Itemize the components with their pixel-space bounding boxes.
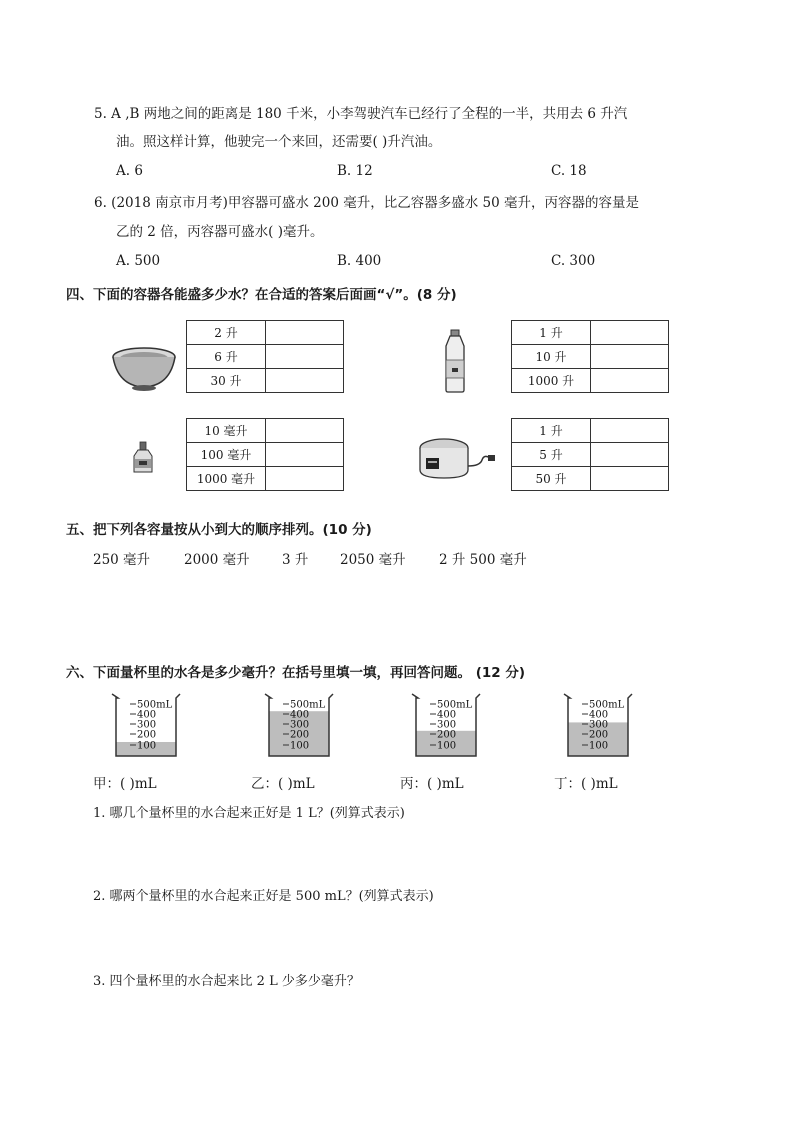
answer-cell[interactable] (591, 419, 669, 443)
answer-cell[interactable] (266, 345, 344, 369)
beaker-ding (562, 692, 634, 760)
beaker-mark-label: 200 (290, 729, 310, 741)
question-6-option-c: C. 300 (551, 253, 596, 269)
answer-cell[interactable] (266, 419, 344, 443)
option-label: 1000 毫升 (187, 467, 266, 491)
option-label: 30 升 (187, 369, 266, 393)
capacity-item: 3 升 (282, 552, 309, 568)
beaker-yi (263, 692, 335, 760)
beaker-mark-label: 200 (437, 729, 457, 741)
answer-cell[interactable] (266, 369, 344, 393)
beaker-mark-label: 500mL (290, 699, 326, 711)
option-label: 1 升 (512, 419, 591, 443)
beaker-mark-label: 100 (589, 740, 609, 752)
rice-cooker-icon (418, 436, 500, 482)
answer-table-bowl (186, 320, 344, 393)
option-label: 1000 升 (512, 369, 591, 393)
beaker-mark-label: 400 (290, 709, 310, 721)
beaker-mark-label: 400 (137, 709, 157, 721)
beaker-mark-label: 100 (290, 740, 310, 752)
option-label: 1 升 (512, 321, 591, 345)
beaker-mark-label: 500mL (137, 699, 173, 711)
answer-table-rice-cooker (511, 418, 669, 491)
option-label: 10 毫升 (187, 419, 266, 443)
beaker-mark-label: 500mL (437, 699, 473, 711)
answer-cell[interactable] (266, 443, 344, 467)
beaker-mark-label: 400 (589, 709, 609, 721)
question-5-line-2: 油。照这样计算，他驶完一个来回，还需要( )升汽油。 (116, 134, 442, 150)
answer-cell[interactable] (591, 369, 669, 393)
option-label: 10 升 (512, 345, 591, 369)
beaker-bing (410, 692, 482, 760)
bottle-icon (440, 328, 470, 394)
option-label: 100 毫升 (187, 443, 266, 467)
beaker-mark-label: 100 (437, 740, 457, 752)
bowl-icon (110, 344, 178, 392)
question-6-option-a: A. 500 (116, 253, 161, 269)
sub-question-1: 1. 哪几个量杯里的水合起来正好是 1 L？(列算式表示) (93, 806, 405, 821)
answer-cell[interactable] (266, 467, 344, 491)
answer-table-medicine-bottle (186, 418, 344, 491)
beaker-mark-label: 300 (589, 719, 609, 731)
answer-cell[interactable] (591, 443, 669, 467)
answer-table-bottle (511, 320, 669, 393)
question-6-line-1: 6. (2018 南京市月考)甲容器可盛水 200 毫升，比乙容器多盛水 50 毫升，丙容器的容量是 (94, 195, 639, 211)
answer-cell[interactable] (591, 467, 669, 491)
beaker-jia (110, 692, 182, 760)
beaker-mark-label: 300 (137, 719, 157, 731)
beaker-mark-label: 300 (437, 719, 457, 731)
beaker-mark-label: 200 (589, 729, 609, 741)
question-5-option-c: C. 18 (551, 163, 587, 179)
beaker-mark-label: 200 (137, 729, 157, 741)
option-label: 2 升 (187, 321, 266, 345)
sub-question-3: 3. 四个量杯里的水合起来比 2 L 少多少毫升？ (93, 974, 360, 989)
beaker-mark-label: 300 (290, 719, 310, 731)
question-5-line-1: 5. A ,B 两地之间的距离是 180 千米，小李驾驶汽车已经行了全程的一半，共用去 6 升汽 (94, 106, 628, 122)
question-5-option-a: A. 6 (116, 163, 143, 179)
answer-cell[interactable] (591, 321, 669, 345)
option-label: 6 升 (187, 345, 266, 369)
medicine-bottle-icon (130, 441, 156, 475)
section-4-title: 四、下面的容器各能盛多少水？在合适的答案后面画“√”。(8 分) (66, 287, 457, 303)
capacity-item: 2000 毫升 (184, 552, 250, 568)
beaker-mark-label: 500mL (589, 699, 625, 711)
capacity-item: 250 毫升 (93, 552, 151, 568)
option-label: 5 升 (512, 443, 591, 467)
beaker-caption-yi: 乙：( )mL (251, 776, 315, 792)
option-label: 50 升 (512, 467, 591, 491)
question-6-option-b: B. 400 (337, 253, 382, 269)
section-6-title: 六、下面量杯里的水各是多少毫升？在括号里填一填，再回答问题。 (12 分) (66, 665, 526, 681)
sub-question-2: 2. 哪两个量杯里的水合起来正好是 500 mL？(列算式表示) (93, 889, 434, 904)
beaker-caption-bing: 丙：( )mL (400, 776, 464, 792)
beaker-mark-label: 400 (437, 709, 457, 721)
answer-cell[interactable] (591, 345, 669, 369)
beaker-mark-label: 100 (137, 740, 157, 752)
question-6-line-2: 乙的 2 倍，丙容器可盛水( )毫升。 (116, 224, 324, 240)
beaker-caption-ding: 丁：( )mL (554, 776, 618, 792)
beaker-caption-jia: 甲：( )mL (93, 776, 157, 792)
capacity-item: 2050 毫升 (340, 552, 406, 568)
section-5-title: 五、把下列各容量按从小到大的顺序排列。(10 分) (66, 522, 372, 538)
capacity-item: 2 升 500 毫升 (439, 552, 527, 568)
answer-cell[interactable] (266, 321, 344, 345)
question-5-option-b: B. 12 (337, 163, 373, 179)
